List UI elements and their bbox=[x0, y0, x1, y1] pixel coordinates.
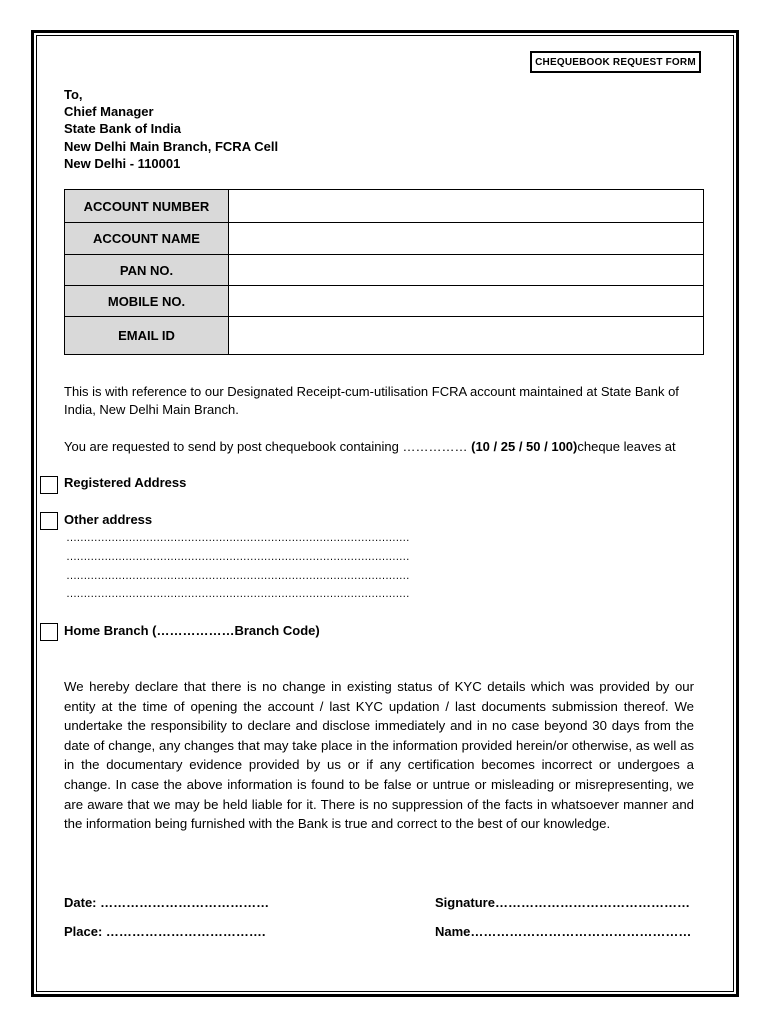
other-address-line-1[interactable]: ……………………………………………………………………………………… bbox=[66, 532, 410, 544]
table-row-account-number bbox=[65, 190, 704, 223]
table-row-mobile bbox=[65, 286, 704, 317]
address-line: Chief Manager bbox=[64, 104, 154, 120]
other-address-label: Other address bbox=[64, 512, 153, 527]
home-branch-label: Home Branch (………………Branch Code) bbox=[64, 623, 320, 638]
request-prefix: You are requested to send by post chequebook containing …………… bbox=[64, 439, 468, 454]
account-name-field[interactable] bbox=[229, 223, 704, 255]
account-name-label: ACCOUNT NAME bbox=[65, 223, 229, 255]
request-line bbox=[64, 438, 696, 456]
table-row-email bbox=[65, 317, 704, 355]
account-details-table bbox=[64, 189, 704, 355]
name-field[interactable]: Name…………………………………………… bbox=[435, 924, 692, 939]
address-line: To, bbox=[64, 87, 83, 102]
registered-address-label: Registered Address bbox=[64, 475, 187, 490]
pan-label: PAN NO. bbox=[65, 255, 229, 286]
registered-address-checkbox[interactable] bbox=[40, 476, 58, 494]
home-branch-checkbox[interactable] bbox=[40, 623, 58, 641]
address-line: New Delhi - 110001 bbox=[64, 155, 181, 171]
place-field[interactable]: Place: ………………………………. bbox=[64, 924, 266, 939]
signature-field[interactable]: Signature……………………………………… bbox=[435, 895, 690, 910]
request-suffix: cheque leaves at bbox=[577, 439, 676, 454]
address-line: New Delhi Main Branch, FCRA Cell bbox=[64, 138, 279, 154]
kyc-declaration: We hereby declare that there is no change in existing status of KYC details which was provided by our entity at the time of opening the account / last KYC updation / last documents submission thereof. We undertake the responsibility to declare and disclose immediately and in no case beyond 30 days from the date of change, any changes that may take place in the information provided herein/or otherwise, as well as in the documentary evidence provided by us or if any certification becomes incorrect or undergoes a change. In case the above information is found to be false or untrue or misleading or misrepresenting, we are aware that we may be held liable for it. There is no suppression of the facts in whatsoever manner and the information being furnished with the Bank is true and correct to the best of our knowledge. bbox=[64, 679, 694, 832]
other-address-line-4[interactable]: ……………………………………………………………………………………… bbox=[66, 588, 410, 600]
other-address-line-2[interactable]: ……………………………………………………………………………………… bbox=[66, 551, 410, 563]
account-number-field[interactable] bbox=[229, 190, 704, 223]
leaf-count-options: (10 / 25 / 50 / 100) bbox=[471, 439, 578, 454]
reference-paragraph: This is with reference to our Designated Receipt-cum-utilisation FCRA account maintained at State Bank of India, New Delhi Main Branch. bbox=[64, 384, 679, 417]
date-field[interactable]: Date: ………………………………… bbox=[64, 895, 270, 910]
other-address-checkbox[interactable] bbox=[40, 512, 58, 530]
form-title: CHEQUEBOOK REQUEST FORM bbox=[530, 51, 701, 73]
mobile-label: MOBILE NO. bbox=[65, 286, 229, 317]
address-line: State Bank of India bbox=[64, 121, 182, 137]
pan-field[interactable] bbox=[229, 255, 704, 286]
email-label: EMAIL ID bbox=[65, 317, 229, 355]
mobile-field[interactable] bbox=[229, 286, 704, 317]
account-number-label: ACCOUNT NUMBER bbox=[65, 190, 229, 223]
email-field[interactable] bbox=[229, 317, 704, 355]
table-row-pan bbox=[65, 255, 704, 286]
recipient-address bbox=[64, 86, 278, 172]
table-row-account-name bbox=[65, 223, 704, 255]
other-address-line-3[interactable]: ……………………………………………………………………………………… bbox=[66, 570, 410, 582]
